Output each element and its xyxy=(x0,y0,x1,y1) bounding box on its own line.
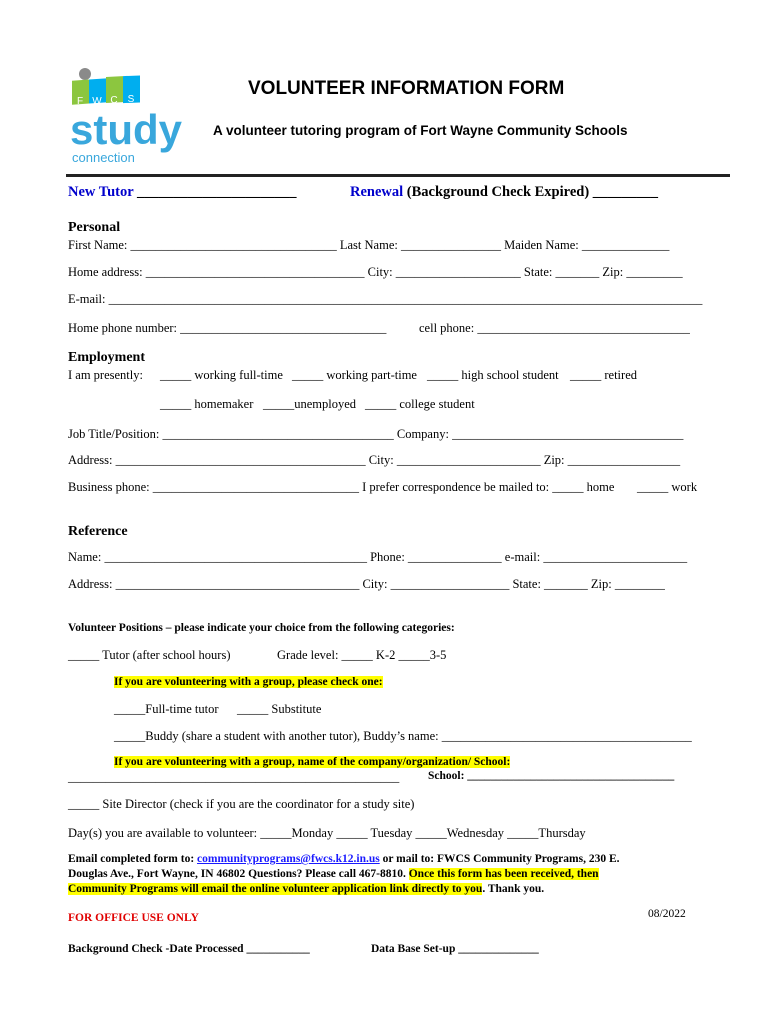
option-unemployed[interactable]: _____unemployed xyxy=(263,397,357,411)
home-phone-line[interactable]: Home phone number: _________________________________ xyxy=(68,321,387,335)
home-address-line[interactable]: Home address: ___________________________________ City: ____________________ State: _______ Zip: _________ xyxy=(68,265,683,279)
form-title: VOLUNTEER INFORMATION FORM xyxy=(248,78,565,99)
option-substitute[interactable]: _____ Substitute xyxy=(237,702,322,716)
contact-questions: Douglas Ave., Fort Wayne, IN 46802 Questions? Please call 467-8810. xyxy=(68,868,409,880)
contact-line-3 xyxy=(68,883,544,895)
reference-heading: Reference xyxy=(68,524,128,539)
contact-application-notice: Community Programs will email the online volunteer application link directly to you xyxy=(68,883,483,895)
new-tutor-field[interactable] xyxy=(68,184,297,201)
option-working-full-time[interactable]: _____ working full-time xyxy=(160,368,283,382)
fwcs-study-connection-logo xyxy=(68,66,186,166)
background-check-date-line[interactable]: Background Check -Date Processed ___________ xyxy=(68,943,310,955)
company-organization-blank[interactable]: _____________________________________________________ xyxy=(68,770,400,784)
database-setup-line[interactable]: Data Base Set-up ______________ xyxy=(371,943,539,955)
option-working-part-time[interactable]: _____ working part-time xyxy=(292,368,417,382)
logo-letter-f: F xyxy=(76,96,84,107)
option-site-director[interactable]: _____ Site Director (check if you are the coordinator for a study site) xyxy=(68,797,415,811)
logo-word-connection: connection xyxy=(72,150,135,165)
personal-heading: Personal xyxy=(68,220,121,235)
office-use-label: FOR OFFICE USE ONLY xyxy=(68,912,199,924)
option-college-student[interactable]: _____ college student xyxy=(365,397,475,411)
business-phone-line[interactable]: Business phone: _________________________________ I prefer correspondence be mailed to: _____ home xyxy=(68,480,615,494)
option-homemaker[interactable]: _____ homemaker xyxy=(160,397,254,411)
cell-phone-line[interactable]: cell phone: __________________________________ xyxy=(419,321,690,335)
grade-level-options[interactable]: Grade level: _____ K-2 _____3-5 xyxy=(277,648,447,662)
positions-heading: Volunteer Positions – please indicate your choice from the following categories: xyxy=(68,622,455,634)
option-buddy[interactable]: _____Buddy (share a student with another tutor), Buddy’s name: ________________________________________ xyxy=(114,729,692,743)
reference-address-line[interactable]: Address: _______________________________________ City: ___________________ State: _______ Zip: ________ xyxy=(68,577,665,591)
option-correspondence-work[interactable]: _____ work xyxy=(637,480,698,494)
school-field[interactable]: School: ____________________________________ xyxy=(428,770,675,782)
contact-line-1 xyxy=(68,853,620,865)
contact-email-link[interactable]: communityprograms@fwcs.k12.in.us xyxy=(197,853,380,865)
logo-graphic xyxy=(68,66,186,166)
email-line[interactable]: E-mail: _______________________________________________________________________________________________ xyxy=(68,292,703,306)
logo-letter-c: C xyxy=(110,95,118,106)
presently-label: I am presently: xyxy=(68,368,143,382)
form-subtitle: A volunteer tutoring program of Fort Wayne Community Schools xyxy=(213,123,628,138)
option-tutor[interactable]: _____ Tutor (after school hours) xyxy=(68,648,231,662)
contact-prefix: Email completed form to: xyxy=(68,853,198,865)
contact-mail-address: or mail to: FWCS Community Programs, 230 E. xyxy=(379,853,620,865)
contact-thank-you: . Thank you. xyxy=(482,883,545,895)
logo-letter-s: S xyxy=(127,94,135,105)
name-line[interactable]: First Name: _________________________________ Last Name: ________________ Maiden Name: ______________ xyxy=(68,238,670,252)
form-date: 08/2022 xyxy=(648,908,686,920)
renewal-field[interactable] xyxy=(350,184,658,201)
group-name-instruction: If you are volunteering with a group, name of the company/organization/ School: xyxy=(114,756,511,768)
header-divider xyxy=(66,174,730,177)
reference-name-line[interactable]: Name: __________________________________________ Phone: _______________ e-mail: _______________________ xyxy=(68,550,688,564)
employment-heading: Employment xyxy=(68,350,145,365)
renewal-label: Renewal xyxy=(350,184,404,200)
logo-letter-w: W xyxy=(92,96,102,107)
option-full-time-tutor[interactable]: _____Full-time tutor xyxy=(114,702,219,716)
availability-days[interactable]: Day(s) you are available to volunteer: _____Monday _____ Tuesday _____Wednesday _____Thursday xyxy=(68,826,586,840)
logo-word-study: study xyxy=(70,106,183,153)
option-high-school-student[interactable]: _____ high school student xyxy=(427,368,559,382)
option-retired[interactable]: _____ retired xyxy=(570,368,637,382)
renewal-rest: (Background Check Expired) _________ xyxy=(403,184,659,200)
job-title-line[interactable]: Job Title/Position: _____________________________________ Company: _____________________________________ xyxy=(68,427,684,441)
new-tutor-label: New Tutor xyxy=(68,184,134,200)
new-tutor-blank: ______________________ xyxy=(133,184,297,200)
group-check-instruction: If you are volunteering with a group, please check one: xyxy=(114,676,383,688)
contact-line-2 xyxy=(68,868,599,880)
employer-address-line[interactable]: Address: ________________________________________ City: _______________________ Zip: __________________ xyxy=(68,453,681,467)
contact-received-notice: Once this form has been received, then xyxy=(408,868,599,880)
